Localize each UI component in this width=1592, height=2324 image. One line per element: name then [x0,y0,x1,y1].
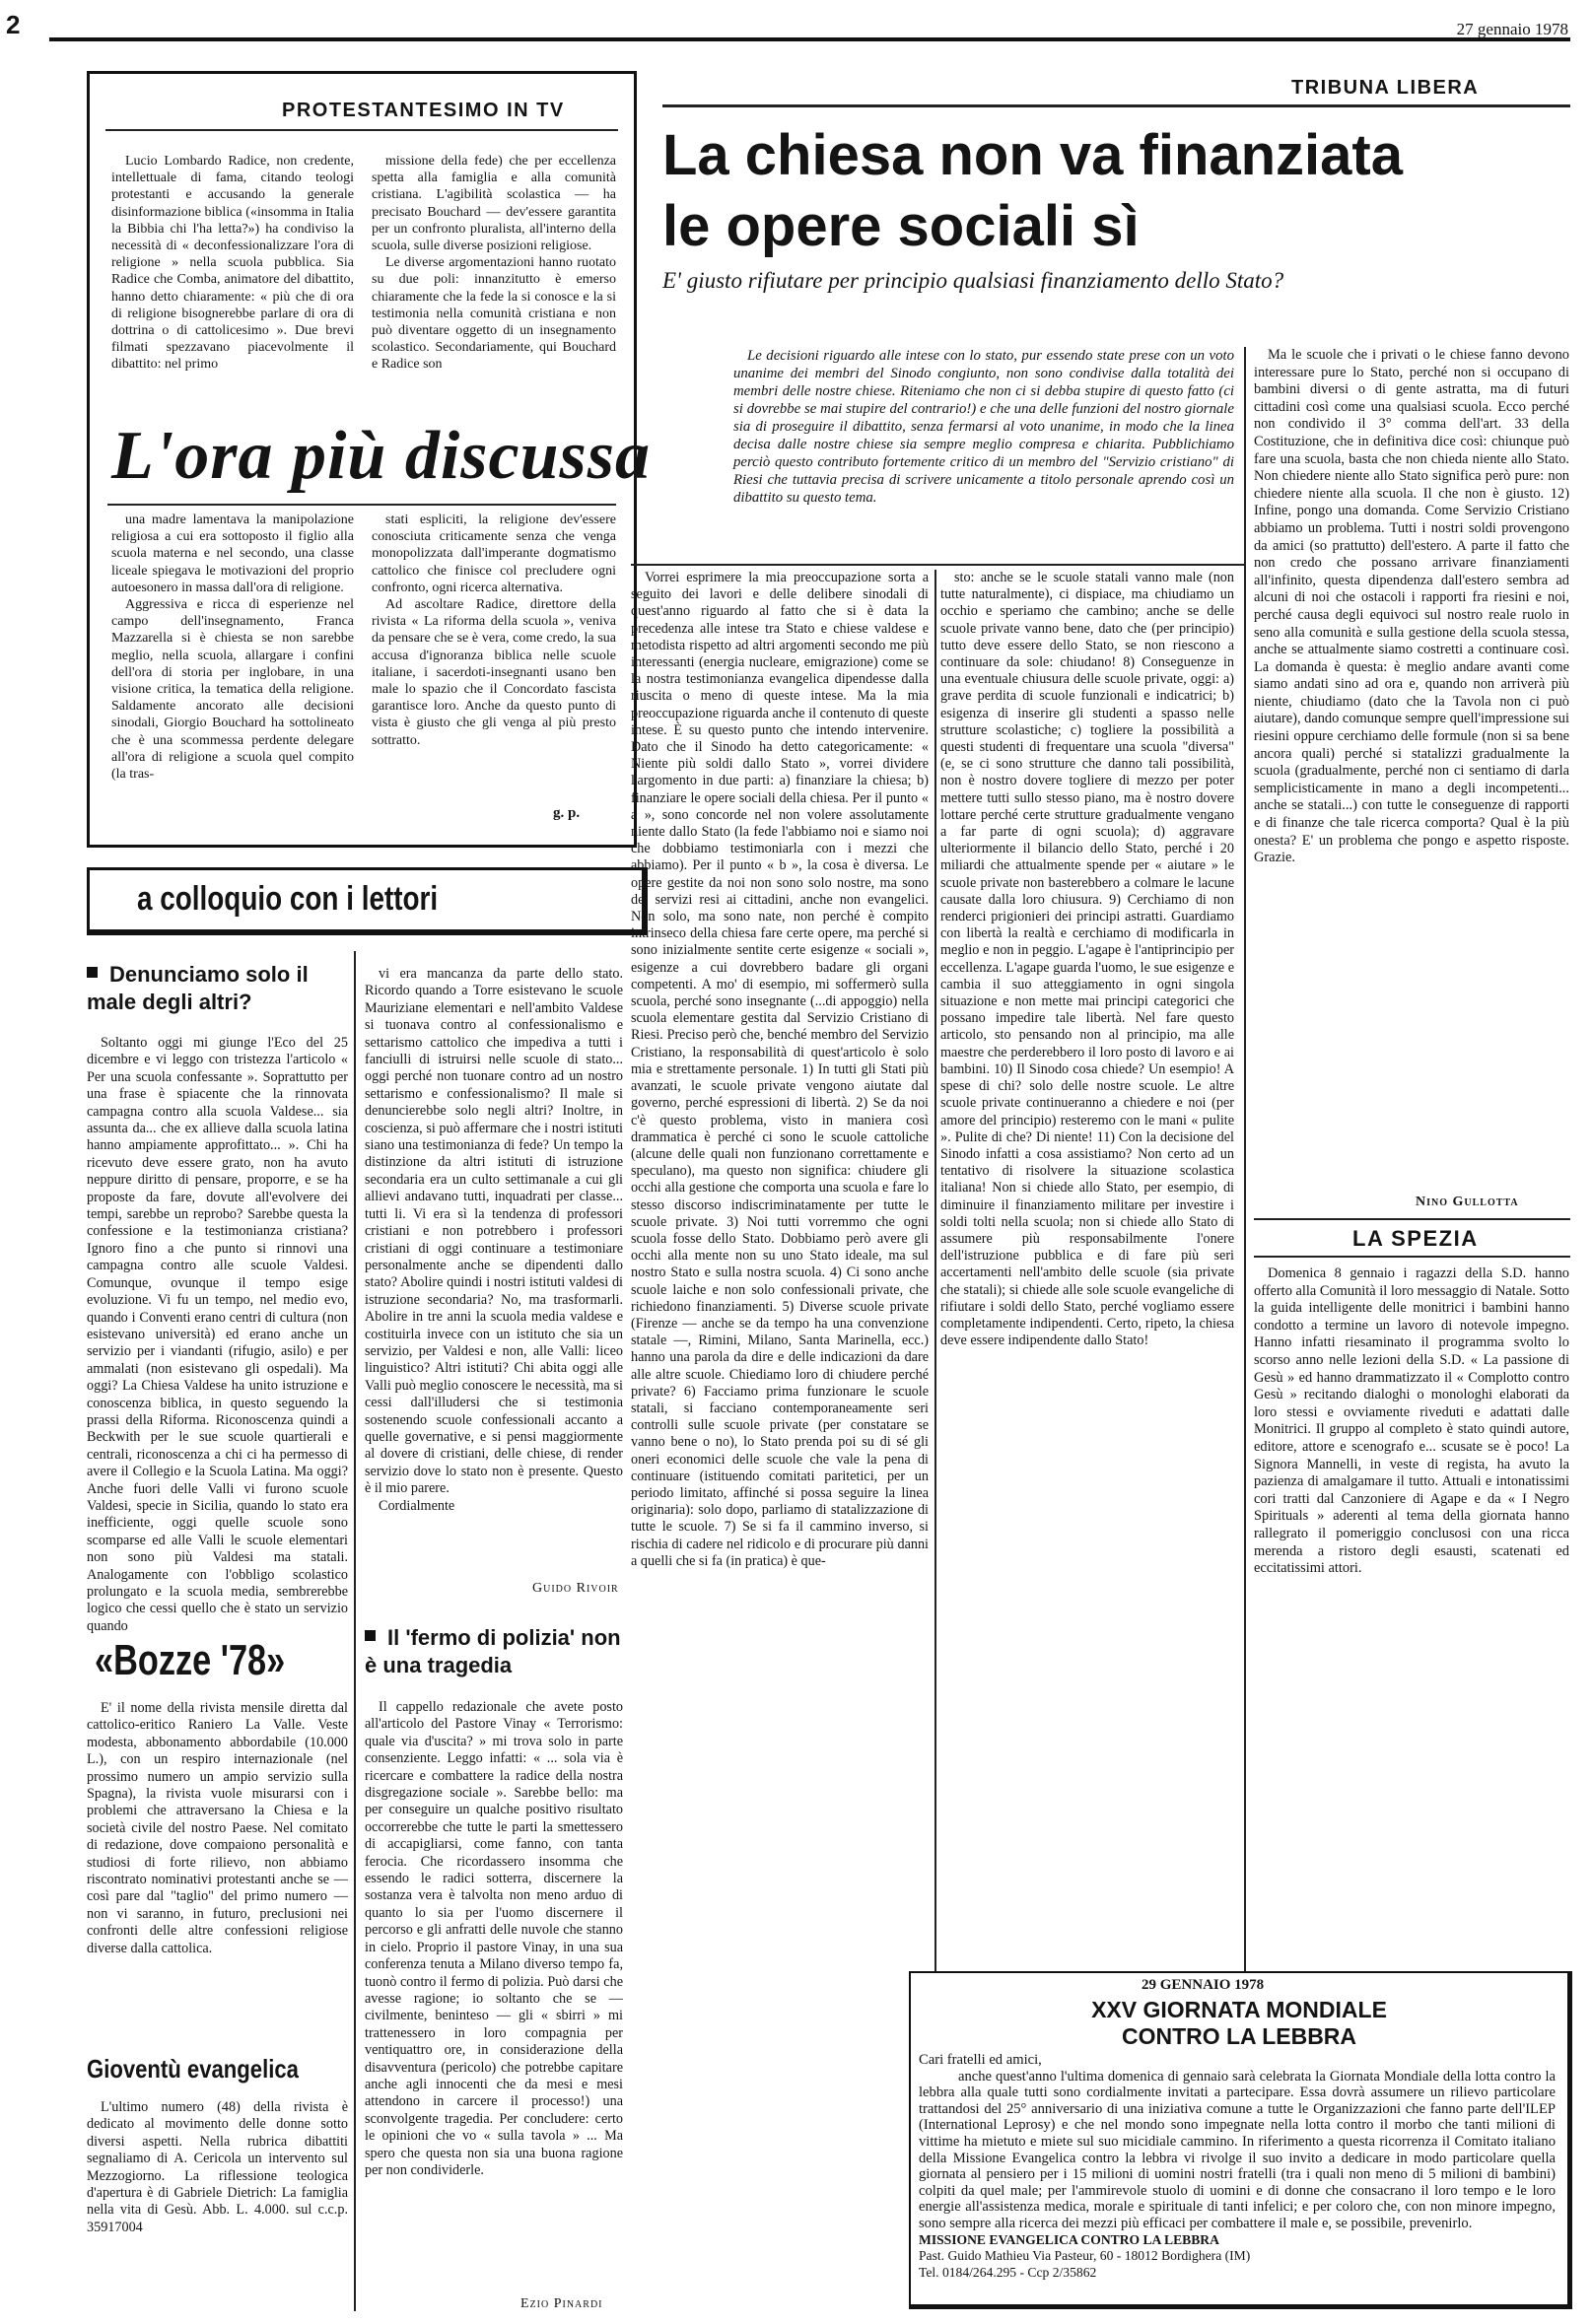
letter1-title: Denunciamo solo il male degli altri? [87,962,309,1014]
tribuna-col1: Vorrei esprimere la mia preoccupazione sorta a seguito dei lavori e delle delibere sinodali di quest'anno riguardo al fatto che si è data la precedenza alle intese tra Stato e chiese valdese e metodista rispetto ad altri argomenti secondo me più interessanti (energia nucleare, emigrazione) come se la nostra testimonianza evangelica dipendesse dalla riuscita o meno di queste intese. Ma la mia preoccupazione riguarda anche il contenuto di queste intese. È su questo punto che intendo intervenire. Dato che il Sinodo ha detto categoricamente: « Niente più soldi dallo Stato », vorrei dividere l'argomento in due parti: a) finanziare la chiesa; b) finanziare le opere sociali della chiesa. Per il punto « a », sono concorde nel non volere assolutamente niente dallo Stato (la fede l'abbiamo noi e siamo noi che dobbiamo testimoniarla con i mezzi che abbiamo). Per il punto « b », la cosa è diversa. Le opere gestite da noi non sono solo nostre, ma sono dei servizi resi ai cittadini, anche non evangelici. Non solo, ma sono nate, non perché è compito intrinseco della chiesa fare certe opere, ma perché si sono inizialmente sentite certe esigenze « sociali », esigenze a cui dovrebbero badare gli organi competenti. A mo' di esempio, mi soffermerò sulla scuola, perché sono insegnante (...di appoggio) nella scuola elementare gestita dal Servizio Cristiano di Riesi. Preciso però che, benché membro del Servizio Cristiano, la responsabilità di quest'articolo è solo mia e strettamente personale. 1) In tutti gli Stati più avanzati, le scuole private vengono aiutate dal governo, perché espressioni di libertà. 2) Se da noi c'è questo problema, visto in maniera così drammatica è perché ci sono le scuole cattoliche (alcune delle quali non funzionano correttamente e speculano), ma questo non significa: chiudere gli occhi alla gestione che comporta una scuola e fare lo stesso discorso indiscriminatamente per tutte le scuole private. 3) Noi tutti vorremmo che ogni scuola fosse dello Stato. Dobbiamo però avere gli occhi alla mente non su uno Stato ideale, ma sul nostro Stato e sulla nostra scuola. 4) Ci sono anche scuole laiche e non solo confessionali private, che richiedono finanziamenti. 5) Diverse scuole private (Firenze — anche se da tempo ha una convenzione statale —, Rimini, Milano, Santa Marinella, ecc.) hanno una parola da dire e delle indicazioni da dare alle altre scuole. Chiediamo loro di chiudere perché private? 6) Facciamo prima funzionare le scuole statali, si facciano contemporaneamente seri controlli sulle scuole private (per constatare se vanno bene o no), lo Stato prenda poi su di sé gli oneri economici delle scuole che vale la pena di continuare (istituendo comitati paritetici, per un periodo limitato, affinché si possa seguire la linea originaria): solo dopo, parliamo di statalizzazione di tutte le scuole. 7) Se si fa il cammino inverso, si rischia di cadere nel ridicolo e di procurare più danni a quelli che si fa (in pratica) è que- [631,570,929,1569]
tribuna-col3: Ma le scuole che i privati o le chiese fanno devono interessare pure lo Stato, perché non si occupano di bambini diversi o di gente astratta, ma di futuri cittadini così come una qualsiasi scuola. Ecco perché non condivido il 3° comma dell'art. 33 della Costituzione, che in definitiva dice così: chiunque può fare una scuola, basta che non chieda niente allo Stato. Non chiedere niente allo Stato significa però pure: non chiedere niente alla scuola. Il che non è giusto. 12) Infine, pongo una domanda. Come Servizio Cristiano abbiamo un problema. Tutti i nostri soldi provengono da amici (so prattutto) dell'estero. A parte il fatto che non credo che possano arrivare finanziamenti all'infinito, questa dipendenza dall'estero sembra ad alcuni di noi che ostacoli i rapporti fra riesini e noi, perché causa degli equivoci sul nostro reale ruolo in seno alla comunità e sulla gestione della scuola stessa, anche se attualmente siamo costretti a continuare così. La domanda è questa: è meglio andare avanti come siamo andati sino ad ora e, quando non arriverà più niente, chiudiamo (dato che la Tavola non ci può aiutare), dando comunque sempre quell'impressione sui riesini oppure cerchiamo delle formule (non si sa bene ancora quali) perché si statalizzi gradualmente la scuola (gradualmente, perché non ci sentiamo di darla semplicisticamente in mano a degli incompetenti... anche se statali...) con tutte le conseguenze di rapporti e di finanze che tale ricerca comporta? Qual è la più onesta? E' un problema che pongo e aspetto risposte. Grazie. [1254,347,1569,866]
bozze-body: E' il nome della rivista mensile diretta dal cattolico-eritico Raniero La Valle. Veste modesta, abbonamento abbordabile (10.000 L.), con un respiro internazionale (nel prossimo numero un ampio servizio sulla Spagna), la rivista vuole misurarsi con i problemi che attraversano la Chiesa e la società civile del nostro Paese. Nel comitato di redazione, dove compaiono personalità e studiosi di forte rilievo, non abbiamo riscontrato nominativi protestanti anche se — così pare dal "taglio" del primo numero — non vi saranno, in futuro, preclusioni nei confronti delle altre confessioni religiose diverse dalla cattolica. [87,1700,348,1956]
letter2-signature: Ezio Pinardi [520,2296,603,2311]
letter2-body: Il cappello redazionale che avete posto all'articolo del Pastore Vinay « Terrorismo: quale via d'uscita? » mi trova solo in parte consenziente. Leggo infatti: « ... sola via è ricercare e combattere la radice della nostra disgregazione sociale ». Sarebbe bello: ma per conseguire un qualche positivo risultato occorrerebbe che tutte le parti la smettessero di accapigliarsi, come fanno, con tanta ferocia. Che ricordassero insomma che essendo le radici sotterra, discernere la sostanza vera è talvolta non meno arduo di quanto lo sia per l'uomo discernere il percorso e gli anfratti delle nuvole che stanno in cielo. Proprio il pastore Vinay, in una sua conferenza tenuta a Milano diverso tempo fa, tuonò contro il fermo di polizia. Può darsi che avesse ragione; io soltanto che se — civilmente, beninteso — gli « sbirri » mi trattenessero in loro compagnia per ventiquattro ore, in considerazione della disavventura (pericolo) che potrebbe capitare anche agli innocenti che da mesi e mesi attendono in carcere il processo!) una sconvolgente tragedia. Per concludere: certo le opinioni che vo « sulla tavola » ... Ma spero che questa non sia una buona ragione per non condividerle. [365,1699,623,2178]
letter1-signature: Guido Rivoir [532,1581,619,1596]
letter1-closing: Cordialmente [379,1497,455,1514]
laspezia-rule-bottom [1254,1256,1570,1258]
tribuna-headline-2: le opere sociali sì [662,194,1140,258]
letter2-title-wrap [365,1624,631,1679]
lebbra-address: Past. Guido Mathieu Via Pasteur, 60 - 18012 Bordighera (IM) [919,2248,1251,2264]
tribuna-label: TRIBUNA LIBERA [1291,77,1480,99]
protestantesimo-col2a: missione della fede) che per eccellenza spetta alla famiglia e alla comunità cristiana. L'agibilità scolastica — ha precisato Bouchard — dev'essere garantita per un confronto pluralista, all'interno della scuola, sulle diverse posizioni religiose. [372,154,616,254]
tribuna-headline-1: La chiesa non va finanziata [662,123,1403,187]
lebbra-title-2: CONTRO LA LEBBRA [1121,2023,1357,2049]
tribuna-intro: Le decisioni riguardo alle intese con lo stato, pur essendo state prese con un voto unanime dei membri del Sinodo congiunto, non sono condivise dalla totalità dei membri delle nostre chiese. Riteniamo che non ci si debba stupire di questo fatto (ci si dovrebbe se mai stupire del contrario!) e che una delle funzioni del nostro giornale sia di proseguire il dibattito, senza fermarsi al voto unanime, in modo che la linea decisa dalle nostre chiese sia sempre meglio compresa e chiarita. Pubblichiamo perciò questo contributo fortemente critico di un membro del "Servizio cristiano" di Riesi che tuttavia precisa di scrivere unicamente a titolo personale aprendo così un dibattito su questo tema. [733,348,1234,506]
letter1-col2: vi era mancanza da parte dello stato. Ricordo quando a Torre esistevano le scuole Mauriziane elementari e nell'ambito Valdese si tuonava contro al confessionalismo e settarismo cattolico che impediva a tutti i fanciulli di istruirsi nelle scuole di stato... oggi perché non tuonare contro ad un nostro settarismo e confessionalismo? Il male si denuncierebbe solo negli altri? Inoltre, in coscienza, si può affermare che i nostri istituti siano una testimonianza di fede? Un tempo la distinzione da altri istituti di istruzione secondaria era un culto settimanale a cui gli allievi andavano tutti, inquadrati per classe... tutti li. Vi era sì la tendenza di professori cristiani e non potrebbero i professori cristiani di oggi continuare a testimoniare personalmente anche se dipendenti dallo stato? Abolire quindi i nostri istituti valdesi di istruzione secondaria? No, ma trasformarli. Abolire in tre anni la scuola media valdese e costituirla invece con un istituto che sia un servizio, per Valdesi e non, alle Valli: liceo linguistico? Altri istituti? Chi abita oggi alle Valli può meglio conoscere le necessità, ma si cessi dall'illudersi che si testimonia sostenendo scuole confessionali accanto a quelle governative, e si pensi maggiormente al dovere di cristiani, delle chiese, di render servizio dove lo stato non è presente. Questo è il mio parere. [365,966,623,1497]
lebbra-greeting: Cari fratelli ed amici, [919,2052,1042,2068]
protestantesimo-col2b: Le diverse argomentazioni hanno ruotato su due poli: innanzitutto è emerso chiaramente che la fede la si conosce e la si testimonia nella comunità cristiana e non può diventare oggetto di un insegnamento scolastico. Secondariamente, qui Bouchard e Radice son [372,255,616,373]
protestantesimo-col3: una madre lamentava la manipolazione religiosa a cui era sottoposto il figlio alla scuola materna e nel secondo, una classe liceale spiegava le motivazioni del proprio autoesonero in massa dall'ora di religione. [111,513,354,595]
gioventu-title: Gioventù evangelica [87,2054,299,2084]
tribuna-signature: Nino Gullotta [1416,1195,1519,1209]
laspezia-body: Domenica 8 gennaio i ragazzi della S.D. hanno offerto alla Comunità il loro messaggio di Natale. Sotto la guida intelligente delle monitrici i bambini hanno condotto a termine un lavoro di notevole impegno. Hanno infatti riesaminato il programma svolto lo scorso anno nelle lezioni della S.D. « La passione di Gesù » ed hanno drammatizzato il « Complotto contro Gesù » recitando dialoghi o monologhi elaborati da loro stessi e ovviamente riveduti e adattati dalle Monitrici. Il gruppo al completo è stato quindi autore, editore, attore e scenografo e... scusate se è poco! La Signora Mannelli, in veste di regista, ha avuto la pazienza di amalgamare il tutto. Attuali e intonatissimi cori tratti dal Canzoniere di Agape e da « I Negro Spirituals » aderenti al tema della giornata hanno rallegrato il pomeriggio conclusosi con una ricca merenda a ristoro degli esausti, scatenati ed eccitatissimi attori. [1254,1265,1569,1577]
lebbra-tel: Tel. 0184/264.295 - Ccp 2/35862 [919,2264,1097,2280]
protestantesimo-signature: g. p. [553,805,581,821]
protestantesimo-rule [105,129,618,131]
lebbra-title-1: XXV GIORNATA MONDIALE [1091,1997,1387,2022]
colloquio-banner-box [87,867,648,935]
tribuna-column-rule-2 [1244,347,1246,1993]
laspezia-rule [1254,1218,1570,1220]
protestantesimo-box [87,71,651,848]
laspezia-label: LA SPEZIA [1352,1226,1479,1251]
tribuna-rule [662,104,1570,107]
protestantesimo-col3b: Aggressiva e ricca di esperienze nel campo dell'insegnamento, Franca Mazzarella si è chiesta se non sarebbe meglio, nella scuola, allargare i confini dell'ora di storia per inglobare, in una visione critica, la tematica della religione. Saldamente ancorato alle decisioni sinodali, Giorgio Bouchard ha sottolineato che è una scommessa perdente delegare all'ora di religione a scuola quel compito (la tras- [111,597,354,783]
protestantesimo-title-rule [107,504,616,506]
letter1-title-wrap [87,961,353,1016]
protestantesimo-title: L'ora più discussa [111,418,651,494]
lebbra-body: anche quest'anno l'ultima domenica di gennaio sarà celebrata la Giornata Mondiale della lotta contro la lebbra alla quale tutti sono cordialmente invitati a partecipare. Essa dovrà assumere un rilievo particolare trattandosi del 25° anniversario di una iniziativa comune a tutte le Organizzazioni che fanno parte dell'ILEP (International Leprosy) e che nel mondo sono impegnate nella lotta contro il morbo che tanti milioni di vittime ha mietuto e miete sul suo micidiale cammino. In riferimento a questa ricorrenza il Comitato italiano della Missione Evangelica contro la lebbra vi rivolge il suo invito a dedicare in modo particolare quella giornata al pensiero per i 15 milioni di uomini nostri fratelli (tra i quali non meno di 5 milioni di bambini) colpiti da quel male; per l'ammirevole stuolo di uomini e di donne che consacrano il loro tempo e le loro energie all'assistenza medica, morale e spirituale di tanti infelici; e per coloro che, con non minore impegno, sono sempre alla ricerca dei mezzi più efficaci per combattere il male e, se possibile, prevenirlo. [919,2068,1556,2231]
protestantesimo-col1: Lucio Lombardo Radice, non credente, intellettuale di fama, citando teologi protestanti e accusando la generale disinformazione biblica («insomma in Italia la Bibbia chi l'ha letta?») ha condiviso la necessità di « deconfessionalizzare l'ora di religione » nella scuola pubblica. Sia Radice che Comba, animatore del dibattito, hanno detto chiaramente: « più che di ora di religione bisognerebbe parlare di ora di dottrina o di cattolicesimo ». Due brevi filmati spezzavano piacevolmente il dibattito: nel primo [111,154,354,373]
letter2-title: Il 'fermo di polizia' non è una tragedia [365,1625,621,1677]
colloquio-column-rule [354,951,356,2311]
page-date: 27 gennaio 1978 [1456,20,1568,38]
lebbra-date: 29 GENNAIO 1978 [1142,1977,1265,1993]
protestantesimo-label: PROTESTANTESIMO IN TV [282,100,565,121]
bullet-square-icon [365,1630,376,1641]
letter1-col1: Soltanto oggi mi giunge l'Eco del 25 dicembre e vi leggo con tristezza l'articolo « Per una scuola confessante ». Soprattutto per una frase è spiacente che la rinnovata campagna contro alla scuola Valdese... sia assunta da... che ex allieve dalla scuola latina hanno ampiamente approfittato... ». Chi ha ricevuto deve essere grato, non ha avuto neppure diritto di pensare, proporre, e se ha proposte da fare, dovute all'evolvere dei tempi, sarebbe un reprobo? Sarebbe questa la confessione e la testimonianza cristiana? Ignoro fino a che punto si rinnovi una campagna contro alle scuole Valdesi. Comunque, ovunque il tempo esige evoluzione. Vi fu un tempo, nel medio evo, quando i Conventi erano centri di cultura (non esistevano università) ed erano anche un servizio per i viandanti (rifugio, asilo) e per ammalati (non esistevano gli ospedali). Ma oggi? La Chiesa Valdese ha unito istruzione e conoscenza biblica, in questo seguendo la prassi della Riforma. Riconoscenza quindi a Beckwith per le sue scuole quartierali e centrali, riconoscenza a chi ci ha permesso di avere il Collegio e la Scuola Latina. Ma oggi? Anche fuori delle Valli vi furono scuole Valdesi, specie in Sicilia, quando lo stato era inefficiente, oggi quelle scuole sono scomparse ed alle Valli le scuole elementari non sono più Valdesi ma statali. Analogamente con l'obbligo scolastico prolungato e la scuola media, sembrerebbe logico che cessi quello che è stato un servizio quando [87,1035,348,1634]
tribuna-subhead: E' giusto rifiutare per principio qualsiasi finanziamento dello Stato? [662,268,1284,293]
tribuna-col2: sto: anche se le scuole statali vanno male (non tutte naturalmente), ci dispiace, ma chiudiamo un occhio e speriamo che cambino; anche se delle scuole private vanno bene, dato che (per principio) tutto deve essere dello Stato, se non riescono a continuare da sole: chiudano! 8) Conseguenze in una eventuale chiusura delle scuole private, oggi: a) grave perdita di scuole funzionali e indicatrici; b) esigenza di inserire gli studenti a spasso nelle strutture scolastiche; c) togliere la possibilità a questi studenti di frequentare una scuola "diversa" (e, se ci sono strutture che danno tali possibilità, non è nostro dovere togliere di mezzo per poter mettere tutti sullo stesso piano, ma è nostro dovere lottare perché certe strutture gradualmente vengano a far parte di ogni scuola); d) aggravare ulteriormente il bilancio dello Stato, perché i 20 miliardi che attualmente spende per « aiutare » le scuole private non basterebbero a colmare le lacune causate dalla loro chiusura. 9) Cerchiamo di non renderci prigionieri dei principi astratti. Guardiamo con libertà la realtà e cerchiamo di modificarla in meglio e non in peggio. L'agape è l'antiprincipio per eccellenza. L'agape guarda l'uomo, le sue esigenze e cambia il suo atteggiamento in ogni singola situazione e non mette mai principi categorici che possano impedire tale libertà. Nel fare questo articolo, sto pensando non al principio, ma alle maestre che perderebbero il loro posto di lavoro e ai bambini. 10) Il Sinodo cosa chiede? Un esempio! A spese di chi? solo delle nostre scuole. Le altre scuole private continueranno a chiedere e noi (per amore del principio) resteremo con le mani « pulite ». Pulite di che? Di niente! 11) Con la decisione del Sinodo infatti a cosa assistiamo? Non certo ad un tentativo di risolvere la situazione scolastica italiana! Non si chiede allo Stato, per esempio, di diminuire il finanziamento militare per investire i soldi tolti nella scuola; non si chiede allo Stato di assumere più responsabilmente l'onere dell'istruzione pubblica e di fare più seri accertamenti nell'ambito delle scuole (sia private che statali); si chiede alle sole scuole evangeliche di rifiutare i soldi dello Stato, perché vogliamo essere completamente indipendenti. Certo, ripeto, la chiesa deve essere indipendente dallo Stato! [940,570,1234,1349]
protestantesimo-col4b: Ad ascoltare Radice, direttore della rivista « La riforma della scuola », veniva da pensare che se è vera, come credo, la sua accusa d'ignoranza biblica nelle scuole italiane, i sacerdoti-insegnanti usano ben male lo spazio che il Concordato fascista garantisce loro. Anche da questo punto di vista è giusto che gli venga al più presto sottratto. [372,597,616,748]
header-rule [49,37,1570,41]
gioventu-body: L'ultimo numero (48) della rivista è dedicato al movimento delle donne sotto diversi aspetti. Nella rubrica dibattiti segnaliamo di A. Cericola un intervento sul Mezzogiorno. La riflessione teologica d'apertura è di Gabriele Dietrich: La famiglia nella vita di Gesù. Abb. L. 4.000. sul c.c.p. 35917004 [87,2099,348,2235]
tribuna-intro-rule [631,564,1246,566]
protestantesimo-col4: stati espliciti, la religione dev'essere conosciuta criticamente senza che venga monopolizzata dall'imperante dogmatismo cattolico che finisce col precludere ogni confronto, ogni ricerca alternativa. [372,513,616,595]
colloquio-banner: a colloquio con i lettori [137,880,439,918]
lebbra-box [909,1971,1572,2309]
bullet-square-icon [87,967,98,978]
bozze-title: «Bozze '78» [95,1636,286,1684]
tribuna-column-rule-1 [934,570,936,2048]
lebbra-org: MISSIONE EVANGELICA CONTRO LA LEBBRA [919,2231,1219,2247]
page-number: 2 [6,10,21,39]
